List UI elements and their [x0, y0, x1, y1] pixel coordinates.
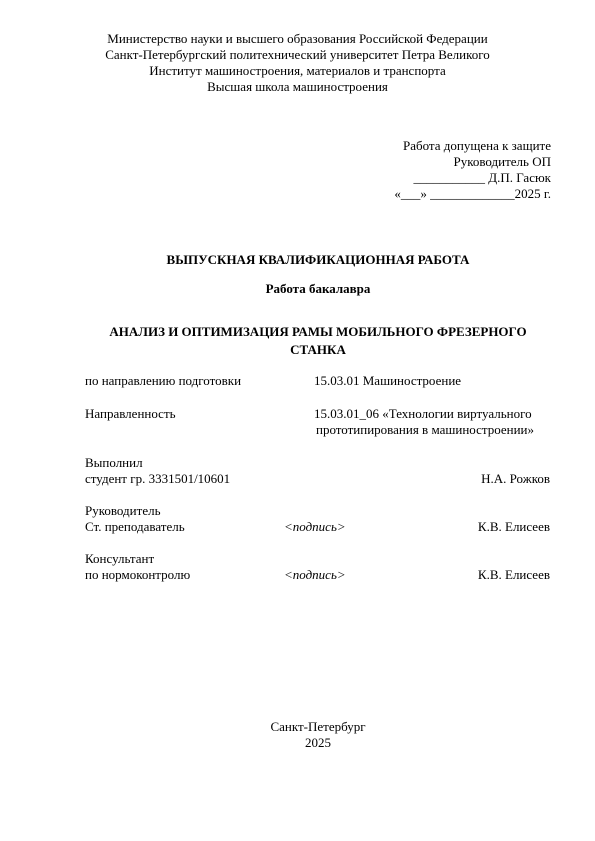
author-name: Н.А. Рожков [481, 471, 550, 486]
supervisor-signature: <подпись> [284, 519, 346, 534]
profile-label: Направленность [85, 406, 176, 421]
footer [0, 719, 595, 751]
consultant-position: по нормоконтролю [85, 567, 191, 582]
consultant-name: К.В. Елисеев [477, 567, 550, 582]
approval-signature-line: ___________ Д.П. Гасюк [413, 170, 551, 185]
organization-header [0, 31, 595, 95]
approval-role: Руководитель ОП [453, 154, 551, 169]
thesis-topic [80, 323, 556, 359]
direction-value: 15.03.01 Машиностроение [314, 373, 462, 388]
ministry-line: Министерство науки и высшего образования Российской Федерации [107, 31, 488, 46]
footer-city: Санкт-Петербург [270, 719, 366, 734]
approval-title: Работа допущена к защите [402, 138, 551, 153]
supervisor-role: Руководитель [85, 503, 161, 518]
approval-date-line: «___» _____________2025 г. [394, 186, 551, 201]
footer-year: 2025 [305, 735, 331, 750]
supervisor-position: Ст. преподаватель [85, 519, 185, 534]
topic-line-2: СТАНКА [290, 342, 346, 357]
profile-value-line-2: прототипирования в машиностроении» [316, 422, 535, 437]
supervisor-name: К.В. Елисеев [477, 519, 550, 534]
institute-line: Институт машиностроения, материалов и транспорта [149, 63, 446, 78]
approval-block [394, 138, 551, 202]
consultant-signature: <подпись> [284, 567, 346, 582]
author-role: Выполнил [85, 455, 143, 470]
author-group: студент гр. 3331501/10601 [85, 471, 231, 486]
direction-label: по направлению подготовки [85, 373, 242, 388]
document-title: ВЫПУСКНАЯ КВАЛИФИКАЦИОННАЯ РАБОТА [166, 252, 470, 267]
consultant-role: Консультант [85, 551, 155, 566]
profile-value-line-1: 15.03.01_06 «Технологии виртуального [314, 406, 532, 421]
university-line: Санкт-Петербургский политехнический университет Петра Великого [105, 47, 490, 62]
school-line: Высшая школа машиностроения [207, 79, 388, 94]
document-subtitle: Работа бакалавра [265, 281, 371, 296]
topic-line-1: АНАЛИЗ И ОПТИМИЗАЦИЯ РАМЫ МОБИЛЬНОГО ФРЕЗЕРНОГО [109, 324, 527, 339]
